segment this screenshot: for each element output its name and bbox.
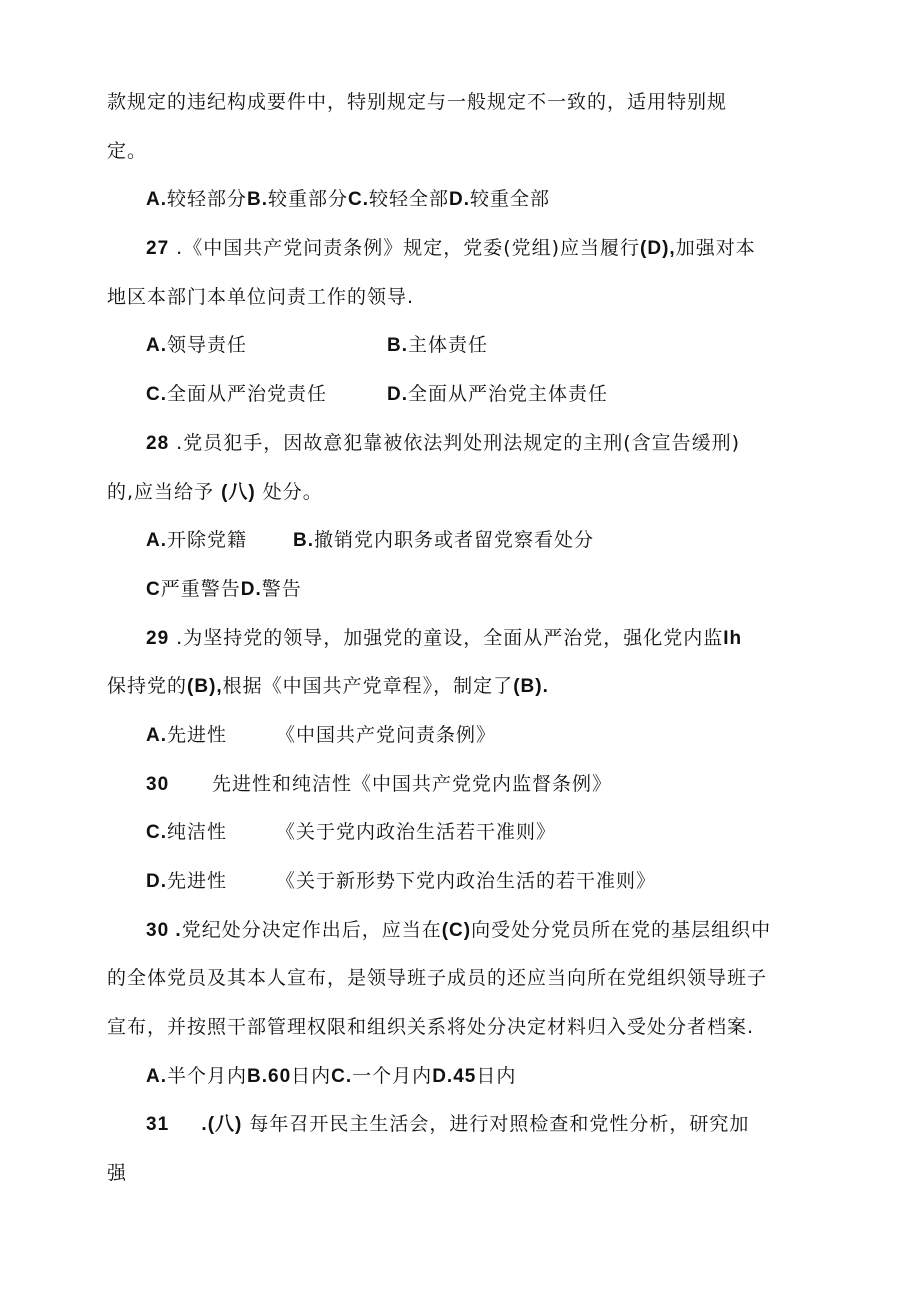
option-text: 撤销党内职务或者留党察看处分 bbox=[314, 529, 595, 551]
option-key: B. bbox=[247, 1066, 269, 1087]
question-dot: . bbox=[195, 1114, 208, 1135]
option-text: 领导责任 bbox=[167, 334, 248, 356]
question-28 bbox=[146, 429, 740, 458]
text-line bbox=[107, 478, 323, 507]
option-key: A. bbox=[146, 335, 167, 356]
question-text: 保持党的 bbox=[107, 675, 188, 697]
text-line bbox=[107, 964, 767, 992]
option-a bbox=[146, 331, 247, 360]
option-key: C bbox=[146, 579, 161, 600]
option-key: D. bbox=[432, 1066, 454, 1087]
answer: (B), bbox=[187, 676, 223, 697]
option-text: 较重部分 bbox=[268, 188, 349, 210]
question-text: 每年召开民主生活会，进行对照检查和党性分析，研究加 bbox=[242, 1113, 750, 1135]
option-b-text bbox=[212, 770, 612, 798]
option-key: A. bbox=[146, 530, 167, 551]
option-text: 先进性 bbox=[167, 870, 228, 892]
question-text: 向受处分党员所在党的基层组织中 bbox=[471, 919, 772, 941]
option-key: A. bbox=[146, 725, 167, 746]
option-key: 30 bbox=[146, 774, 170, 795]
text-line bbox=[107, 88, 727, 116]
option-text: 《关于新形势下党内政治生活的若干准则》 bbox=[276, 870, 657, 892]
option-key: A. bbox=[146, 189, 167, 210]
option-text: 日内 bbox=[476, 1065, 517, 1087]
question-text: 处分。 bbox=[255, 481, 323, 503]
option-c bbox=[146, 818, 227, 847]
text-line bbox=[107, 137, 147, 165]
option-text: 较轻全部 bbox=[369, 188, 450, 210]
option-b bbox=[146, 770, 169, 799]
option-key: C. bbox=[331, 1066, 353, 1087]
option-d-doc bbox=[276, 867, 656, 895]
question-number: 27 bbox=[146, 238, 170, 259]
answer: (B). bbox=[513, 676, 549, 697]
option-text: 日内 bbox=[291, 1065, 332, 1087]
question-text: 宣布，并按照干部管理权限和组织关系将处分决定材料归入受处分者档案. bbox=[107, 1016, 755, 1038]
question-27 bbox=[146, 234, 756, 263]
option-text: 开除党籍 bbox=[167, 529, 248, 551]
option-key: C. bbox=[348, 189, 370, 210]
option-text: 先进性 bbox=[167, 724, 228, 746]
option-key: D. bbox=[146, 871, 167, 892]
option-key: B. bbox=[247, 189, 269, 210]
question-text: Ih bbox=[723, 628, 743, 649]
option-key: A. bbox=[146, 1066, 167, 1087]
question-text: 的全体党员及其本人宣布，是领导班子成员的还应当向所在党组织领导班子 bbox=[107, 967, 768, 989]
question-text: 加强对本 bbox=[675, 237, 756, 259]
option-a bbox=[146, 721, 227, 750]
question-29 bbox=[146, 624, 742, 653]
options-cd bbox=[146, 575, 302, 604]
option-a-doc bbox=[276, 721, 496, 749]
question-text: .党员犯手，因故意犯靠被依法判处刑法规定的主刑(含宣告缓刑) bbox=[169, 432, 741, 454]
option-c-doc bbox=[276, 818, 556, 846]
question-text: .为坚持党的领导，加强党的童设，全面从严治党，强化党内监 bbox=[169, 627, 724, 649]
option-key: B. bbox=[387, 335, 408, 356]
option-text: 纯洁性 bbox=[167, 821, 228, 843]
options-q26 bbox=[146, 185, 550, 214]
option-text: 半个月内 bbox=[167, 1065, 248, 1087]
answer: (八) bbox=[207, 1114, 243, 1135]
question-number: 31 bbox=[146, 1114, 170, 1135]
option-text: 一个月内 bbox=[352, 1065, 433, 1087]
question-dot: . bbox=[169, 920, 182, 941]
option-b bbox=[293, 526, 594, 555]
paragraph-text: 定。 bbox=[107, 140, 148, 162]
text-line bbox=[107, 283, 414, 311]
question-text: 的,应当给予 bbox=[107, 481, 222, 503]
text-line bbox=[107, 1159, 127, 1187]
option-text: 先进性和纯洁性 bbox=[212, 773, 353, 795]
option-d bbox=[146, 867, 227, 896]
answer: (D), bbox=[640, 238, 676, 259]
option-b bbox=[387, 331, 488, 360]
question-number: 30 bbox=[146, 920, 170, 941]
answer: (八) bbox=[221, 482, 256, 503]
question-number: 29 bbox=[146, 628, 170, 649]
option-text: 全面从严治党主体责任 bbox=[408, 383, 609, 405]
option-text: 警告 bbox=[261, 578, 302, 600]
question-text: 党纪处分决定作出后，应当在 bbox=[181, 919, 442, 941]
option-key: D. bbox=[449, 189, 471, 210]
option-number: 60 bbox=[268, 1066, 292, 1087]
text-line bbox=[107, 672, 549, 701]
option-key: C. bbox=[146, 822, 167, 843]
question-text: 根据《中国共产党章程》，制定了 bbox=[222, 675, 514, 697]
question-number: 28 bbox=[146, 433, 170, 454]
question-text: 强 bbox=[107, 1162, 128, 1184]
option-text: 较重全部 bbox=[470, 188, 551, 210]
options-q30 bbox=[146, 1062, 516, 1091]
option-d bbox=[387, 380, 608, 409]
question-text: .《中国共产党问责条例》规定，党委(党组)应当履行 bbox=[169, 237, 641, 259]
option-number: 45 bbox=[453, 1066, 477, 1087]
option-text: 全面从严治党责任 bbox=[167, 383, 328, 405]
option-key: C. bbox=[146, 384, 167, 405]
text-line bbox=[107, 1013, 754, 1041]
option-text: 较轻部分 bbox=[167, 188, 248, 210]
question-text: 地区本部门本单位问责工作的领导. bbox=[107, 286, 415, 308]
option-text: 《关于党内政治生活若干准则》 bbox=[276, 821, 557, 843]
question-30 bbox=[146, 916, 771, 945]
option-key: D. bbox=[240, 579, 262, 600]
option-text: 主体责任 bbox=[408, 334, 489, 356]
paragraph-text: 款规定的违纪构成要件中，特别规定与一般规定不一致的，适用特别规 bbox=[107, 91, 728, 113]
option-c bbox=[146, 380, 327, 409]
option-text: 《中国共产党党内监督条例》 bbox=[352, 773, 613, 795]
option-a bbox=[146, 526, 247, 555]
option-key: D. bbox=[387, 384, 408, 405]
option-key: B. bbox=[293, 530, 314, 551]
answer: (C) bbox=[441, 920, 472, 941]
option-text: 《中国共产党问责条例》 bbox=[276, 724, 497, 746]
question-31 bbox=[146, 1110, 749, 1139]
option-text: 严重警告 bbox=[160, 578, 241, 600]
